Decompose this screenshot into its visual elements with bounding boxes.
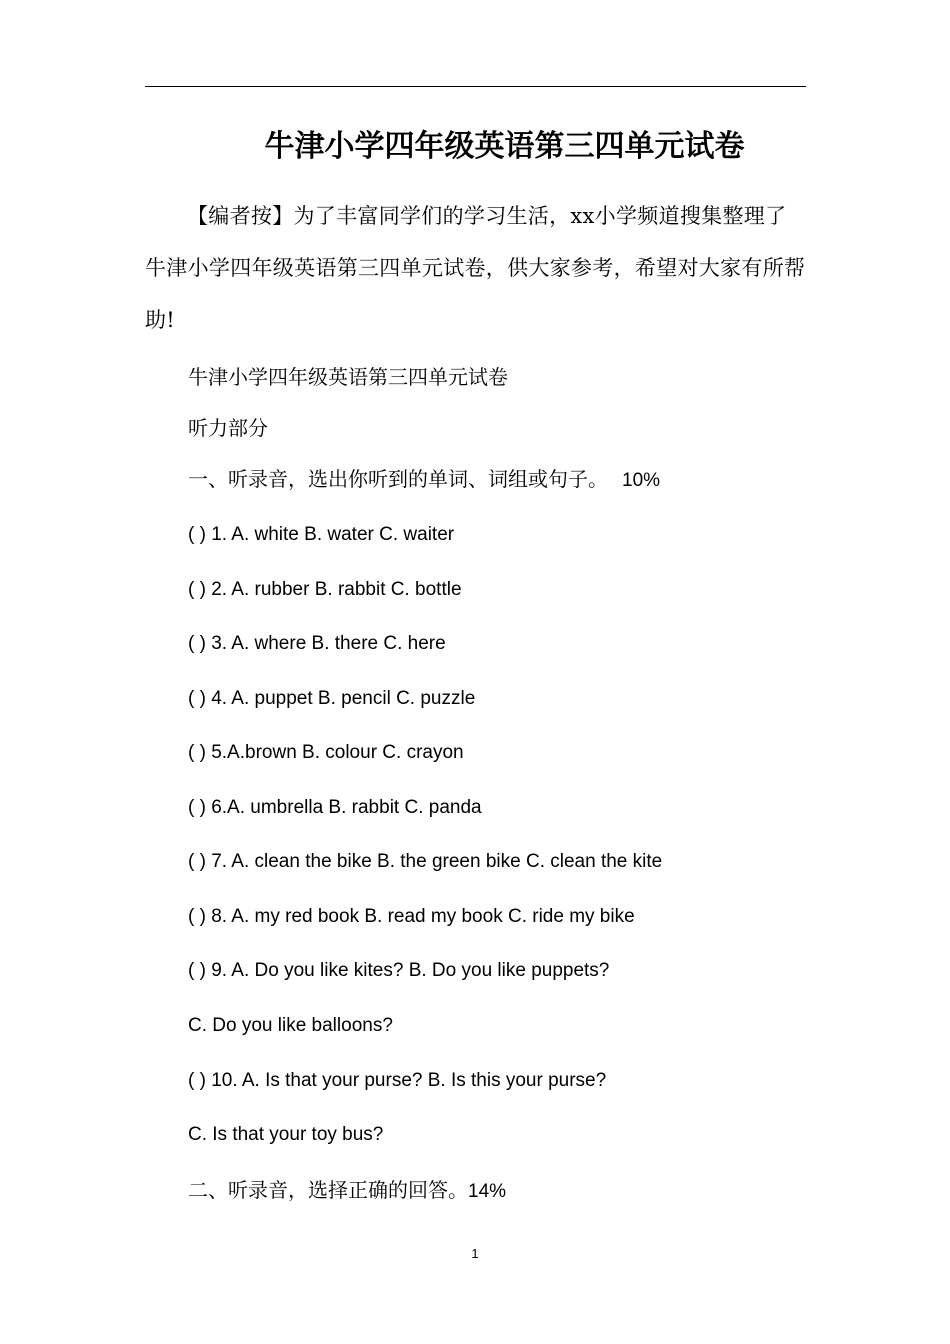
question-2: ( ) 2. A. rubber B. rabbit C. bottle bbox=[188, 579, 462, 600]
header-rule bbox=[145, 86, 806, 87]
question-10: ( ) 10. A. Is that your purse? B. Is this your purse? bbox=[188, 1070, 607, 1091]
question-1: ( ) 1. A. white B. water C. waiter bbox=[188, 524, 455, 545]
question-7: ( ) 7. A. clean the bike B. the green bike C. clean the kite bbox=[188, 851, 663, 872]
page-number: 1 bbox=[471, 1246, 479, 1261]
question-3: ( ) 3. A. where B. there C. here bbox=[188, 633, 446, 654]
question-10-option-c: C. Is that your toy bus? bbox=[188, 1124, 384, 1145]
question-6: ( ) 6.A. umbrella B. rabbit C. panda bbox=[188, 797, 482, 818]
question-9-option-c: C. Do you like balloons? bbox=[188, 1015, 393, 1036]
question-5: ( ) 5.A.brown B. colour C. crayon bbox=[188, 742, 464, 763]
part1-points: 10% bbox=[622, 470, 661, 491]
question-4: ( ) 4. A. puppet B. pencil C. puzzle bbox=[188, 688, 476, 709]
section-label: 听力部分 bbox=[188, 416, 268, 440]
part1-heading-text: 一、听录音，选出你听到的单词、词组或句子。 bbox=[188, 467, 608, 491]
part1-heading bbox=[188, 464, 660, 496]
document-subtitle: 牛津小学四年级英语第三四单元试卷 bbox=[188, 365, 508, 389]
question-9: ( ) 9. A. Do you like kites? B. Do you like puppets? bbox=[188, 960, 610, 981]
part2-heading-text: 二、听录音，选择正确的回答。 bbox=[188, 1178, 468, 1202]
editor-note-paragraph: 【编者按】为了丰富同学们的学习生活，xx小学频道搜集整理了牛津小学四年级英语第三四单元试卷，供大家参考，希望对大家有所帮助! bbox=[145, 204, 806, 332]
part2-points: 14% bbox=[468, 1181, 507, 1202]
part2-heading bbox=[188, 1175, 506, 1207]
question-8: ( ) 8. A. my red book B. read my book C. ride my bike bbox=[188, 906, 635, 927]
document-title: 牛津小学四年级英语第三四单元试卷 bbox=[264, 129, 745, 164]
